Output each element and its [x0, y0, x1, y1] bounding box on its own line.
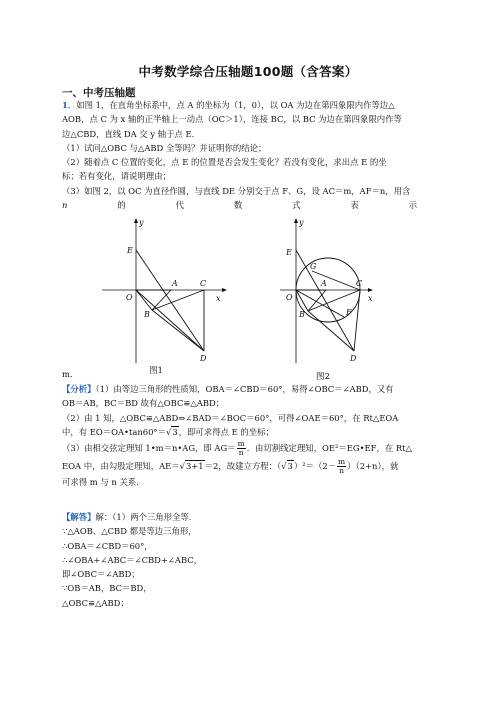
question-3-end-text: m． — [62, 369, 79, 379]
analysis-line-5 — [62, 439, 434, 457]
analysis-line-1: （1）由等边三角形的性质知，OBA＝∠CBD＝60°，易得∠OBC＝∠ABD，又有 — [95, 384, 394, 394]
problem-number: 1． — [62, 100, 77, 110]
fraction-denominator: n — [238, 448, 244, 458]
label-O: O — [126, 293, 133, 302]
label-y: y — [299, 218, 304, 227]
label-A: A — [172, 279, 178, 288]
problem-line-3: 边△CBD，直线 DA 交 y 轴于点 E． — [62, 128, 201, 139]
analysis-tag: 【分析】 — [62, 384, 96, 394]
x-axis-arrow — [368, 288, 373, 292]
y-axis-arrow — [294, 218, 298, 223]
segment-OD — [136, 290, 204, 351]
fraction-numerator: m — [338, 457, 346, 467]
analysis-line-5-tail: ．由切割线定理知，OE²＝EG•EF，在 Rt△ — [246, 443, 412, 454]
line-DE — [136, 250, 207, 351]
segment-BC — [308, 290, 360, 311]
figure-2-caption: 图2 — [316, 372, 330, 382]
line-DE — [296, 250, 354, 351]
fraction-m-over-n — [237, 440, 246, 457]
problem-line-2: AOB，点 C 为 x 轴的正半轴上一动点（OC＞1），连接 BC，以 BC 为边在第四象限内作等 — [62, 114, 402, 125]
section-heading: 一、中考压轴题 — [62, 87, 136, 99]
sqrt-3: 3 — [172, 426, 178, 437]
question-3-end — [62, 367, 434, 381]
segment-CD — [354, 290, 360, 351]
label-D: D — [350, 354, 357, 363]
label-F: F — [346, 308, 352, 317]
figure-2 — [276, 213, 386, 371]
label-y: y — [139, 218, 144, 227]
analysis-line-3: （2）由 1 知，△OBC≌△ABD⇒∠BAD＝∠BOC＝60°，可得∠OAE＝60°，在 Rt△EOA — [62, 412, 399, 423]
label-A: A — [321, 279, 327, 288]
question-3-spread-line — [62, 198, 417, 212]
segment-BC — [152, 290, 204, 310]
analysis-block — [62, 382, 434, 489]
sqrt-3-plus-1: 3+1 — [185, 461, 204, 472]
analysis-line-4: 中，有 EO＝OA•tan60°＝√3，即可求得点 E 的坐标； — [62, 426, 274, 437]
solution-line-1: ∵△AOB、△CBD 都是等边三角形， — [62, 526, 197, 537]
analysis-line-2: OB＝AB，BC＝BD 故有△OBC≌△ABD； — [62, 398, 225, 409]
solution-block — [62, 510, 434, 610]
fraction-denominator: n — [339, 466, 345, 476]
analysis-line-5-text: （3）由相交弦定理知 1•m＝n•AG，即 AG＝ — [62, 443, 236, 454]
question-3: （3）如图 2，以 OC 为直径作圆，与直线 DE 分别交于点 F、G，设 AC＝m，AF＝n，用含 — [62, 185, 411, 196]
solution-line-2: ∴OBA＝∠CBD＝60°， — [62, 540, 153, 551]
segment-BD — [308, 311, 354, 351]
solution-line-0: 解：（1）两个三角形全等． — [95, 512, 198, 522]
spread-word: 示 — [408, 200, 417, 211]
spread-word: 代 — [175, 200, 184, 211]
spread-word: n — [62, 200, 68, 211]
segment-OB — [136, 290, 152, 310]
label-x: x — [368, 294, 373, 303]
label-x: x — [216, 294, 221, 303]
spread-word: 式 — [292, 200, 301, 211]
solution-line-5: ∵OB＝AB，BC＝BD， — [62, 583, 152, 594]
label-B: B — [299, 310, 305, 319]
spread-word: 数 — [233, 200, 243, 211]
fraction-m-over-n — [337, 458, 346, 475]
spread-word: 表 — [350, 200, 359, 211]
analysis-line-7: 可求得 m 与 n 关系． — [62, 477, 145, 488]
figure-1 — [92, 213, 232, 371]
label-O: O — [286, 293, 293, 302]
analysis-line-6-tail: ）（2+n），就 — [347, 461, 399, 472]
question-1: （1）试问△OBC 与△ABD 全等吗？并证明你的结论； — [62, 142, 267, 153]
solution-tag: 【解答】 — [62, 512, 96, 522]
problem-line-1: 如图 1，在直角坐标系中，点 A 的坐标为（1，0），以 OA 为边在第四象限内作等边△ — [76, 100, 395, 110]
analysis-line-6-text: EOA 中，由勾股定理知，AE＝ — [62, 461, 180, 472]
solution-line-6: △OBC≌△ABD； — [62, 597, 129, 608]
spread-word: 的 — [117, 200, 126, 211]
label-C: C — [200, 279, 207, 288]
label-G: G — [310, 262, 317, 271]
label-C: C — [356, 279, 363, 288]
y-axis-arrow — [134, 218, 138, 223]
question-2b: 标；若有变化，请说明理由； — [62, 171, 171, 182]
sqrt-3: 3 — [287, 461, 293, 472]
segment-BD — [152, 310, 204, 351]
label-E: E — [127, 246, 133, 255]
question-2a: （2）随着点 C 位置的变化，点 E 的位置是否会发生变化？若没有变化，求出点 E 的坐 — [62, 157, 387, 168]
label-D: D — [200, 354, 207, 363]
document-title: 中考数学综合压轴题100题（含答案） — [138, 64, 358, 79]
problem-text — [62, 98, 434, 212]
label-E: E — [286, 248, 292, 257]
analysis-line-6-mid2: ）²＝（2－ — [293, 461, 337, 472]
analysis-line-4-tail: ，即可求得点 E 的坐标； — [178, 426, 274, 437]
figure-1-caption: 图1 — [149, 366, 163, 376]
solution-line-4: 即∠OBC＝∠ABD； — [62, 569, 140, 580]
analysis-line-6: EOA 中，由勾股定理知，AE＝√3+1＝2，故建立方程：（√3）²＝（2－ $\frac{m}{n}$ ）（2+n），就 — [62, 457, 399, 476]
analysis-line-6-mid: ＝2，故建立方程：（ — [204, 461, 282, 472]
label-B: B — [144, 310, 150, 319]
analysis-line-4-text: 中，有 EO＝OA•tan60°＝ — [62, 426, 166, 437]
fraction-numerator: m — [237, 439, 245, 449]
solution-line-3: ∴∠OBA+∠ABC＝∠CBD+∠ABC， — [62, 554, 203, 565]
segment-GC — [312, 271, 363, 290]
x-axis-arrow — [222, 288, 227, 292]
